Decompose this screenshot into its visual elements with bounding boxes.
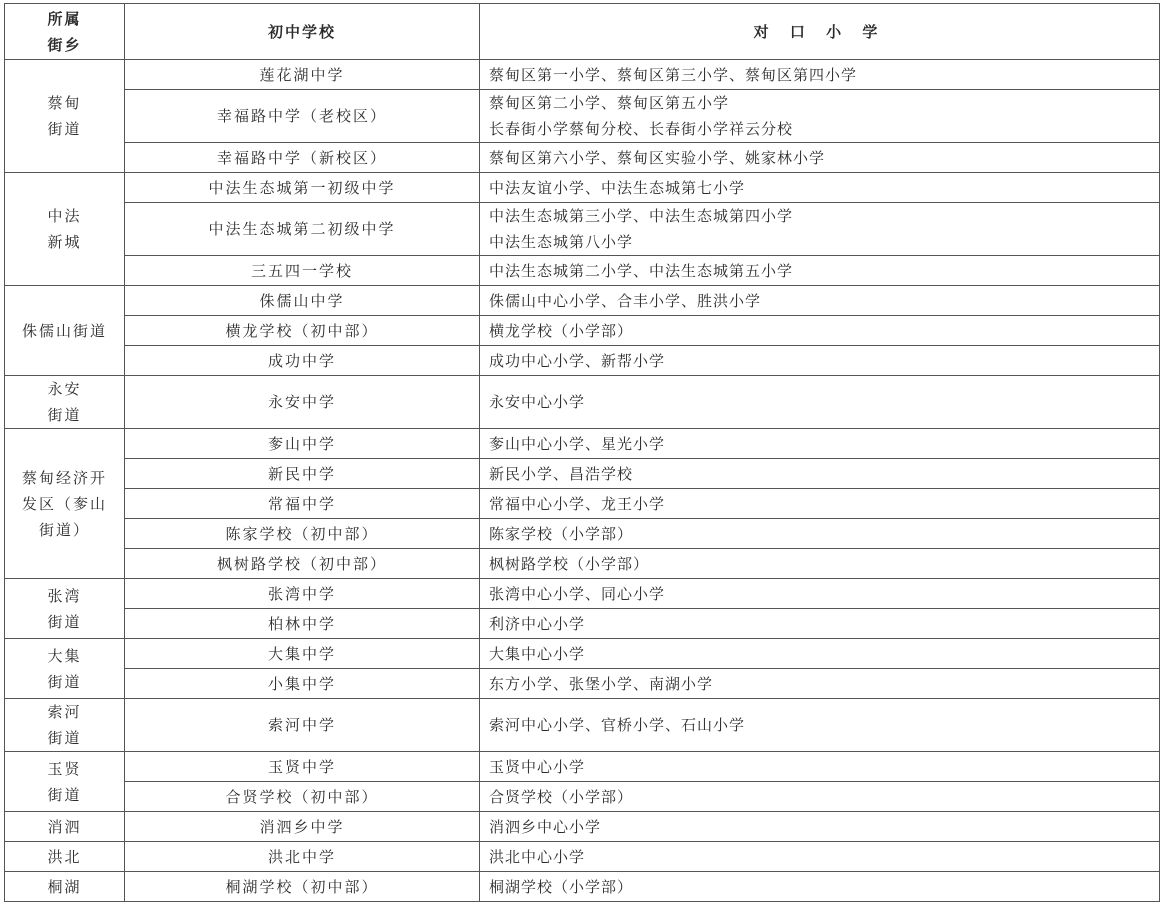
primary-school-cell: 中法生态城第二小学、中法生态城第五小学 xyxy=(480,256,1160,286)
middle-school-cell: 新民中学 xyxy=(125,459,480,489)
middle-school-cell: 陈家学校（初中部） xyxy=(125,519,480,549)
primary-school-cell: 利济中心小学 xyxy=(480,609,1160,639)
primary-school-cell: 蔡甸区第一小学、蔡甸区第三小学、蔡甸区第四小学 xyxy=(480,60,1160,90)
district-cell: 洪北 xyxy=(5,842,125,872)
table-row xyxy=(5,872,1160,902)
primary-school-cell: 玉贤中心小学 xyxy=(480,752,1160,782)
header-row xyxy=(5,4,1160,60)
middle-school-cell: 枫树路学校（初中部） xyxy=(125,549,480,579)
primary-school-cell: 张湾中心小学、同心小学 xyxy=(480,579,1160,609)
middle-school-cell: 消泗乡中学 xyxy=(125,812,480,842)
primary-school-cell: 成功中心小学、新帮小学 xyxy=(480,346,1160,376)
table-row xyxy=(5,459,1160,489)
middle-school-cell: 小集中学 xyxy=(125,669,480,699)
middle-school-cell: 大集中学 xyxy=(125,639,480,669)
middle-school-cell: 幸福路中学（新校区） xyxy=(125,143,480,173)
primary-school-cell: 横龙学校（小学部） xyxy=(480,316,1160,346)
primary-school-cell: 新民小学、昌浩学校 xyxy=(480,459,1160,489)
primary-school-cell: 大集中心小学 xyxy=(480,639,1160,669)
primary-school-cell: 永安中心小学 xyxy=(480,376,1160,429)
table-row xyxy=(5,173,1160,203)
district-cell: 张湾 街道 xyxy=(5,579,125,639)
middle-school-cell: 合贤学校（初中部） xyxy=(125,782,480,812)
primary-school-cell: 奓山中心小学、星光小学 xyxy=(480,429,1160,459)
middle-school-cell: 永安中学 xyxy=(125,376,480,429)
table-row xyxy=(5,639,1160,669)
middle-school-cell: 中法生态城第二初级中学 xyxy=(125,203,480,256)
primary-school-cell: 洪北中心小学 xyxy=(480,842,1160,872)
primary-school-cell: 中法生态城第三小学、中法生态城第四小学 中法生态城第八小学 xyxy=(480,203,1160,256)
middle-school-cell: 张湾中学 xyxy=(125,579,480,609)
table-row xyxy=(5,376,1160,429)
middle-school-cell: 柏林中学 xyxy=(125,609,480,639)
middle-school-cell: 成功中学 xyxy=(125,346,480,376)
table-row xyxy=(5,60,1160,90)
table-row xyxy=(5,699,1160,752)
primary-school-cell: 桐湖学校（小学部） xyxy=(480,872,1160,902)
middle-school-cell: 横龙学校（初中部） xyxy=(125,316,480,346)
primary-school-cell: 陈家学校（小学部） xyxy=(480,519,1160,549)
district-cell: 中法 新城 xyxy=(5,173,125,286)
table-row xyxy=(5,549,1160,579)
table-row xyxy=(5,286,1160,316)
primary-school-cell: 蔡甸区第二小学、蔡甸区第五小学 长春街小学蔡甸分校、长春街小学祥云分校 xyxy=(480,90,1160,143)
table-row xyxy=(5,203,1160,256)
primary-school-cell: 中法友谊小学、中法生态城第七小学 xyxy=(480,173,1160,203)
district-cell: 永安 街道 xyxy=(5,376,125,429)
district-cell: 侏儒山街道 xyxy=(5,286,125,376)
district-cell: 索河 街道 xyxy=(5,699,125,752)
middle-school-cell: 三五四一学校 xyxy=(125,256,480,286)
table-row xyxy=(5,609,1160,639)
middle-school-cell: 幸福路中学（老校区） xyxy=(125,90,480,143)
middle-school-cell: 桐湖学校（初中部） xyxy=(125,872,480,902)
header-district: 所属 街乡 xyxy=(5,4,125,60)
table-row xyxy=(5,143,1160,173)
primary-school-cell: 枫树路学校（小学部） xyxy=(480,549,1160,579)
primary-school-cell: 合贤学校（小学部） xyxy=(480,782,1160,812)
primary-school-cell: 蔡甸区第六小学、蔡甸区实验小学、姚家林小学 xyxy=(480,143,1160,173)
table-row xyxy=(5,256,1160,286)
district-cell: 大集 街道 xyxy=(5,639,125,699)
middle-school-cell: 奓山中学 xyxy=(125,429,480,459)
header-middle-school: 初中学校 xyxy=(125,4,480,60)
district-cell: 蔡甸经济开 发区（奓山 街道） xyxy=(5,429,125,579)
table-body xyxy=(5,4,1160,902)
table-row xyxy=(5,489,1160,519)
school-district-table xyxy=(4,3,1160,902)
primary-school-cell: 侏儒山中心小学、合丰小学、胜洪小学 xyxy=(480,286,1160,316)
middle-school-cell: 莲花湖中学 xyxy=(125,60,480,90)
table-row xyxy=(5,812,1160,842)
header-primary-school: 对 口 小 学 xyxy=(480,4,1160,60)
table-row xyxy=(5,669,1160,699)
district-cell: 蔡甸 街道 xyxy=(5,60,125,173)
district-cell: 桐湖 xyxy=(5,872,125,902)
middle-school-cell: 中法生态城第一初级中学 xyxy=(125,173,480,203)
table-row xyxy=(5,429,1160,459)
middle-school-cell: 洪北中学 xyxy=(125,842,480,872)
table-row xyxy=(5,782,1160,812)
district-cell: 玉贤 街道 xyxy=(5,752,125,812)
table-row xyxy=(5,842,1160,872)
table-row xyxy=(5,752,1160,782)
middle-school-cell: 索河中学 xyxy=(125,699,480,752)
district-cell: 消泗 xyxy=(5,812,125,842)
primary-school-cell: 常福中心小学、龙王小学 xyxy=(480,489,1160,519)
middle-school-cell: 玉贤中学 xyxy=(125,752,480,782)
primary-school-cell: 消泗乡中心小学 xyxy=(480,812,1160,842)
primary-school-cell: 东方小学、张堡小学、南湖小学 xyxy=(480,669,1160,699)
table-row xyxy=(5,90,1160,143)
middle-school-cell: 侏儒山中学 xyxy=(125,286,480,316)
primary-school-cell: 索河中心小学、官桥小学、石山小学 xyxy=(480,699,1160,752)
table-row xyxy=(5,519,1160,549)
table-row xyxy=(5,316,1160,346)
table-row xyxy=(5,346,1160,376)
middle-school-cell: 常福中学 xyxy=(125,489,480,519)
table-row xyxy=(5,579,1160,609)
